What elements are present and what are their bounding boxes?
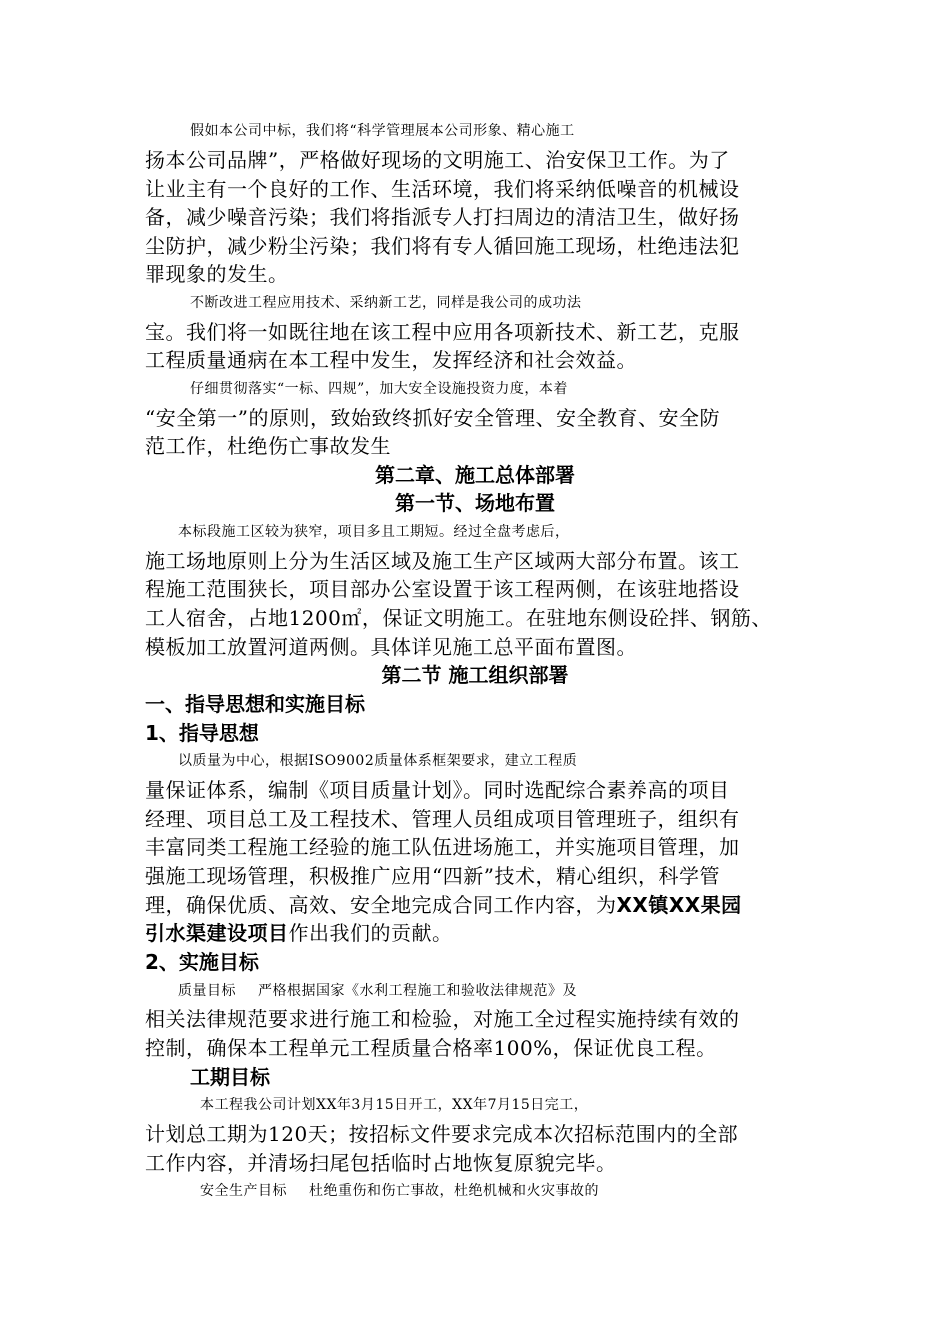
paragraph-line: 让业主有一个良好的工作、生活环境，我们将采纳低噪音的机械设 xyxy=(145,177,740,201)
paragraph-line: 工作内容，并清场扫尾包括临时占地恢复原貌完毕。 xyxy=(145,1151,617,1175)
paragraph-line: 丰富同类工程施工经验的施工队伍进场施工，并实施项目管理，加 xyxy=(145,835,740,859)
paragraph-line: 范工作，杜绝伤亡事故发生 xyxy=(145,434,391,458)
paragraph-line: 备，减少噪音污染；我们将指派专人打扫周边的清洁卫生，做好扬 xyxy=(145,205,740,229)
paragraph-line: 本标段施工区较为狭窄，项目多且工期短。经过全盘考虑后， xyxy=(178,524,570,540)
section-title: 第二节 施工组织部署 xyxy=(381,663,569,687)
heading-level-2: 2、实施目标 xyxy=(145,950,259,974)
project-name-bold: XX镇XX果园 xyxy=(616,893,742,917)
paragraph-line: 尘防护，减少粉尘污染；我们将有专人循回施工现场，杜绝违法犯 xyxy=(145,234,740,258)
paragraph-line xyxy=(200,1176,890,1206)
paragraph-line: 量保证体系，编制《项目质量计划》。同时选配综合素养高的项目 xyxy=(145,778,730,802)
paragraph-line: 计划总工期为120天；按招标文件要求完成本次招标范围内的全部 xyxy=(145,1122,739,1146)
paragraph-line: 工程质量通病在本工程中发生，发挥经济和社会效益。 xyxy=(145,348,637,372)
paragraph-line xyxy=(145,918,835,948)
paragraph-line xyxy=(145,890,835,920)
paragraph-line: 相关法律规范要求进行施工和检验，对施工全过程实施持续有效的 xyxy=(145,1007,740,1031)
heading-level-2: 1、指导思想 xyxy=(145,721,259,745)
paragraph-line: 扬本公司品牌”，严格做好现场的文明施工、治安保卫工作。为了 xyxy=(145,148,730,172)
paragraph-line: 以质量为中心，根据ISO9002质量体系框架要求，建立工程质 xyxy=(178,753,578,769)
paragraph-line: “安全第一”的原则，致始致终抓好安全管理、安全教育、安全防 xyxy=(145,406,720,430)
paragraph-line: 模板加工放置河道两侧。具体详见施工总平面布置图。 xyxy=(145,635,637,659)
paragraph-line xyxy=(178,976,868,1006)
paragraph-text: 杜绝重伤和伤亡事故，杜绝机械和火灾事故的 xyxy=(309,1183,599,1199)
paragraph-line: 罪现象的发生。 xyxy=(145,262,289,286)
paragraph-line: 强施工现场管理，积极推广应用“四新”技术，精心组织，科学管 xyxy=(145,864,720,888)
paragraph-text: 理，确保优质、高效、安全地完成合同工作内容，为 xyxy=(145,893,617,917)
project-name-bold: 引水渠建设项目 xyxy=(145,921,289,945)
quality-target-label: 质量目标 xyxy=(178,983,236,999)
paragraph-line: 宝。我们将一如既往地在该工程中应用各项新技术、新工艺，克服 xyxy=(145,320,740,344)
paragraph-line: 仔细贯彻落实“一标、四规”，加大安全设施投资力度，本着 xyxy=(190,381,568,397)
heading-level-1: 一、指导思想和实施目标 xyxy=(145,692,365,716)
paragraph-line: 施工场地原则上分为生活区域及施工生产区域两大部分布置。该工 xyxy=(145,549,740,573)
paragraph-line: 程施工范围狭长，项目部办公室设置于该工程两侧，在该驻地搭设 xyxy=(145,577,740,601)
paragraph-text: 严格根据国家《水利工程施工和验收法律规范》及 xyxy=(258,983,577,999)
paragraph-line: 控制，确保本工程单元工程质量合格率100%，保证优良工程。 xyxy=(145,1036,717,1060)
paragraph-line: 本工程我公司计划XX年3月15日开工，XX年7月15日完工， xyxy=(200,1097,589,1113)
safety-target-label: 安全生产目标 xyxy=(200,1183,287,1199)
section-title: 第一节、场地布置 xyxy=(395,491,555,515)
paragraph-line: 经理、项目总工及工程技术、管理人员组成项目管理班子，组织有 xyxy=(145,807,740,831)
chapter-title: 第二章、施工总体部署 xyxy=(375,463,575,487)
schedule-target-heading: 工期目标 xyxy=(190,1065,270,1089)
paragraph-text: 作出我们的贡献。 xyxy=(288,921,453,945)
paragraph-line: 不断改进工程应用技术、采纳新工艺，同样是我公司的成功法 xyxy=(190,295,582,311)
paragraph-line: 假如本公司中标，我们将“科学管理展本公司形象、精心施工 xyxy=(190,123,575,139)
paragraph-line: 工人宿舍，占地1200㎡，保证文明施工。在驻地东侧设砼拌、钢筋、 xyxy=(145,606,772,630)
